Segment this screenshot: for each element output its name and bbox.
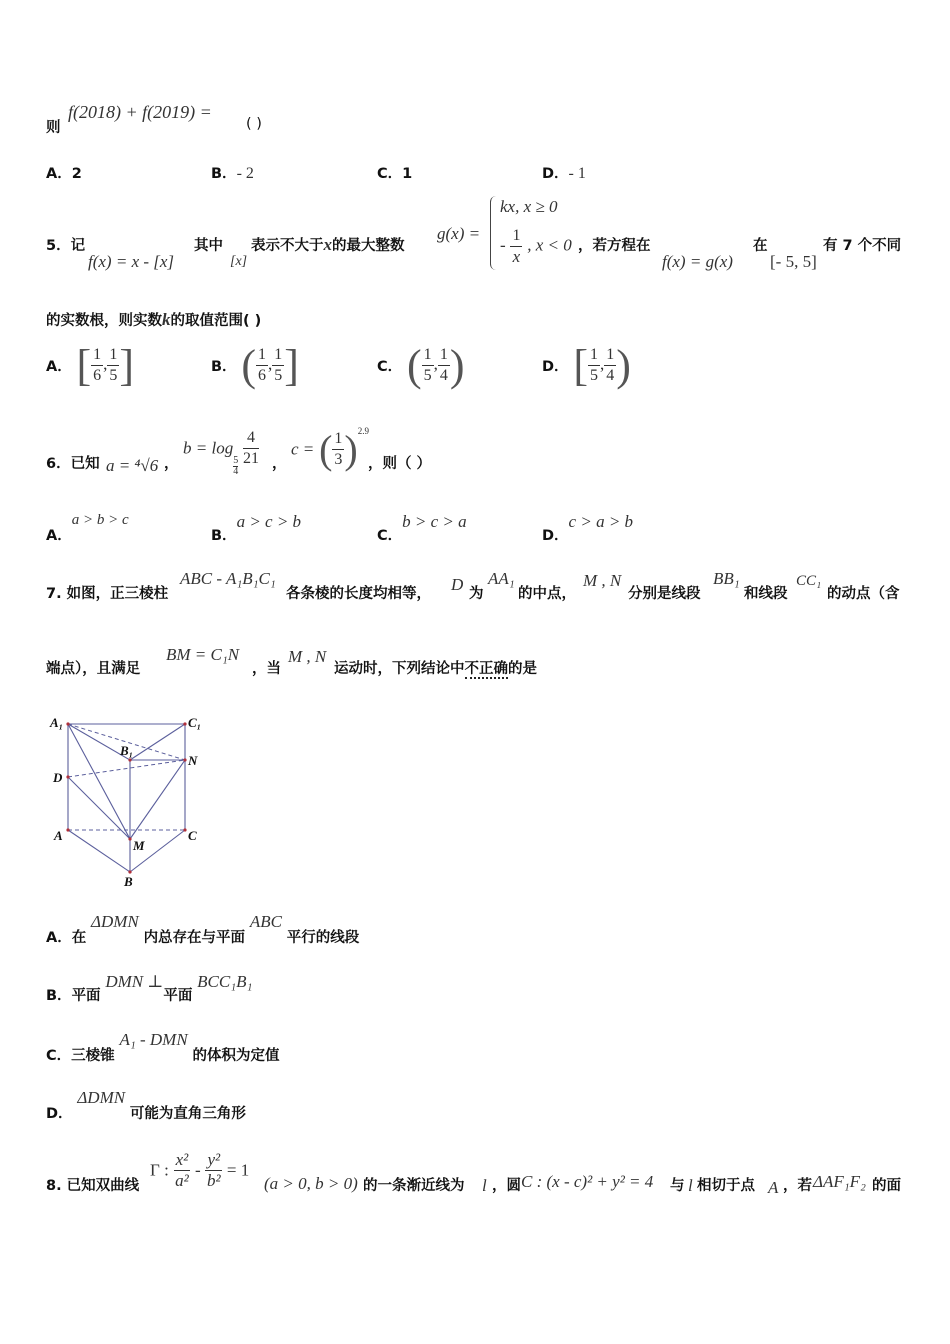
option-value: 2: [71, 166, 82, 182]
q4-option-d[interactable]: [542, 162, 586, 183]
label-c1: C₁: [188, 715, 202, 730]
q4-option-a[interactable]: [46, 162, 82, 183]
line-dn-hidden: [68, 760, 185, 777]
point-c: [183, 828, 186, 831]
q5-text-biaoshi: 表示不大于x的最大整数: [251, 235, 405, 254]
q7-prism: ABC - A₁B₁C₁: [180, 569, 276, 588]
q7-text-3: 的中点，: [518, 586, 576, 602]
q7-text-1: 各条棱的长度均相等，: [286, 586, 431, 602]
option-label: C．: [377, 166, 403, 182]
q7-text-6: 的动点（含: [827, 586, 900, 602]
q8-condition: (a > 0, b > 0): [264, 1174, 358, 1193]
q8-text-4: 相切于点: [697, 1178, 755, 1194]
q6-a-expression: a = ⁴√6: [106, 456, 159, 475]
option-label: C．: [377, 359, 403, 375]
q7-number: 7. 如图，正三棱柱: [46, 586, 169, 602]
q5-floor-x: [x]: [230, 254, 248, 269]
point-d: [66, 775, 69, 778]
q4-expression: f(2018) + f(2019) =: [68, 102, 212, 122]
option-label: B．: [46, 988, 72, 1004]
label-m: M: [133, 838, 145, 853]
q6-b-expression: b = log $\frac{5}{4}$ $\frac{4}{21}$: [183, 429, 259, 477]
option-label: D．: [46, 1106, 73, 1122]
option-label: C．: [377, 528, 403, 544]
q5-text-fangcheng: ，若方程在: [578, 238, 651, 254]
q5-text-roots: 有 7 个不同: [823, 238, 902, 254]
q5-gx-label: g(x) =: [437, 224, 481, 243]
option-value: - 2: [236, 165, 254, 182]
option-value: - 1: [568, 165, 586, 182]
q6-comma-2: ，: [272, 456, 287, 472]
q5-line2: 的实数根，则实数k的取值范围( ): [46, 310, 262, 329]
q8-number: 8. 已知双曲线: [46, 1178, 140, 1194]
q8-text-1: 的一条渐近线为: [363, 1178, 465, 1194]
point-m: [128, 837, 131, 840]
q5-equation: f(x) = g(x): [662, 252, 733, 271]
q8-circle: C : (x - c)² + y² = 4: [521, 1172, 654, 1191]
q7-prism-figure: [48, 712, 208, 890]
q6-comma-1: ，: [164, 456, 179, 472]
q7-segment-aa1: AA₁: [488, 569, 515, 588]
label-d: D: [53, 770, 63, 785]
q8-text-6: 的面: [872, 1178, 901, 1194]
q6-option-b[interactable]: [211, 512, 301, 545]
q7-point-d: D: [451, 575, 464, 594]
option-label: A．: [46, 359, 72, 375]
q8-text-2: ，圆: [492, 1178, 521, 1194]
option-value: 1: [402, 166, 413, 182]
q7-option-c[interactable]: C．三棱锥 A₁ - DMN 的体积为定值: [46, 1030, 280, 1064]
label-a: A: [54, 828, 63, 843]
point-a: [66, 828, 69, 831]
q8-text-5: ，若: [783, 1178, 812, 1194]
label-b1: B₁: [120, 743, 134, 758]
option-label: D．: [542, 528, 569, 544]
q7-option-b[interactable]: B．平面 DMN ⊥平面 BCC₁B₁: [46, 972, 253, 1004]
label-n: N: [188, 753, 198, 768]
q4-option-b[interactable]: [211, 162, 254, 183]
label-b: B: [124, 874, 133, 889]
option-label: B．: [211, 166, 237, 182]
option-value: b > c > a: [402, 512, 467, 531]
q5-option-c[interactable]: C． ( $\frac{1}{5}$ , $\frac{1}{4}$ ): [377, 341, 465, 390]
q6-tail: ，则（ ）: [368, 456, 432, 472]
q5-text-qizhong: 其中: [194, 238, 223, 254]
q7-points-mn-2: M , N: [288, 647, 327, 666]
q7-segment-bb1: BB₁: [713, 569, 740, 588]
q8-triangle: ΔAF₁F₂: [813, 1172, 866, 1191]
q8-line-l: l: [482, 1176, 487, 1195]
q8-text-3: 与: [670, 1178, 685, 1194]
q7-points-mn: M , N: [583, 571, 622, 590]
q4-prefix: 则: [46, 120, 61, 136]
q7-text-4: 分别是线段: [628, 586, 701, 602]
q6-c-expression: c = ( $\frac{1}{3}$ )$^{2.9}$: [291, 426, 369, 472]
edge-ab: [68, 830, 130, 872]
q5-option-a[interactable]: A． [ $\frac{1}{6}$ , $\frac{1}{5}$ ]: [46, 341, 135, 390]
q4-option-c[interactable]: [377, 162, 412, 183]
option-label: D．: [542, 359, 569, 375]
q5-case-2: - $\frac{1}{x}$ , x < 0: [500, 227, 572, 266]
point-c1: [183, 722, 186, 725]
q5-number: 5．记: [46, 238, 86, 254]
q5-text-zai: 在: [753, 238, 768, 254]
q7-option-d[interactable]: D． ΔDMN 可能为直角三角形: [46, 1088, 246, 1122]
q7-option-a[interactable]: A．在 ΔDMN 内总存在与平面 ABC 平行的线段: [46, 912, 360, 946]
q5-option-b[interactable]: B． ( $\frac{1}{6}$ , $\frac{1}{5}$ ]: [211, 341, 299, 390]
q6-option-a[interactable]: [46, 512, 129, 545]
q6-option-d[interactable]: [542, 512, 633, 545]
q8-hyperbola: Γ : $\frac{\text{x²}}{\text{a²}}$ - $\frac{\text{y²}}{\text{b²}}$ = 1: [150, 1150, 250, 1190]
q7-line2-b: ，当: [252, 661, 281, 677]
q7-segment-cc1: CC₁: [796, 573, 822, 589]
q7-text-2: 为: [469, 586, 484, 602]
option-value: a > c > b: [236, 512, 302, 531]
q5-brace: [490, 196, 497, 270]
line-mn: [130, 760, 185, 839]
point-a1: [66, 722, 69, 725]
line-a1m: [68, 724, 130, 839]
q6-option-c[interactable]: [377, 512, 467, 545]
point-n: [183, 758, 186, 761]
point-b1: [128, 758, 131, 761]
q5-case-1: kx, x ≥ 0: [500, 197, 558, 216]
q5-fx-definition: f(x) = x - [x]: [88, 252, 175, 271]
q7-emphasis: 不正确: [464, 661, 508, 677]
option-label: A．: [46, 930, 72, 946]
option-label: A．: [46, 528, 72, 544]
option-label: C．: [46, 1048, 72, 1064]
q4-answer-paren: ( ): [246, 116, 262, 132]
edge-b1c1: [130, 724, 185, 760]
option-label: D．: [542, 166, 569, 182]
label-a1: A₁: [50, 715, 64, 730]
option-value: c > a > b: [568, 512, 634, 531]
q8-point-a: A: [768, 1178, 779, 1197]
q7-condition: BM = C₁N: [166, 645, 240, 664]
q6-number: 6．已知: [46, 456, 100, 472]
option-label: B．: [211, 359, 237, 375]
option-label: B．: [211, 528, 237, 544]
q7-text-5: 和线段: [744, 586, 788, 602]
q5-interval: [- 5, 5]: [770, 252, 817, 271]
q7-line2-a: 端点），且满足: [46, 661, 141, 677]
option-label: A．: [46, 166, 72, 182]
q8-line-l-2: l: [688, 1176, 693, 1195]
label-c: C: [188, 828, 197, 843]
option-value: a > b > c: [71, 512, 129, 528]
q5-option-d[interactable]: D． [ $\frac{1}{5}$ , $\frac{1}{4}$ ): [542, 341, 631, 390]
q7-line2-c: 运动时，下列结论中不正确的是: [334, 661, 537, 677]
